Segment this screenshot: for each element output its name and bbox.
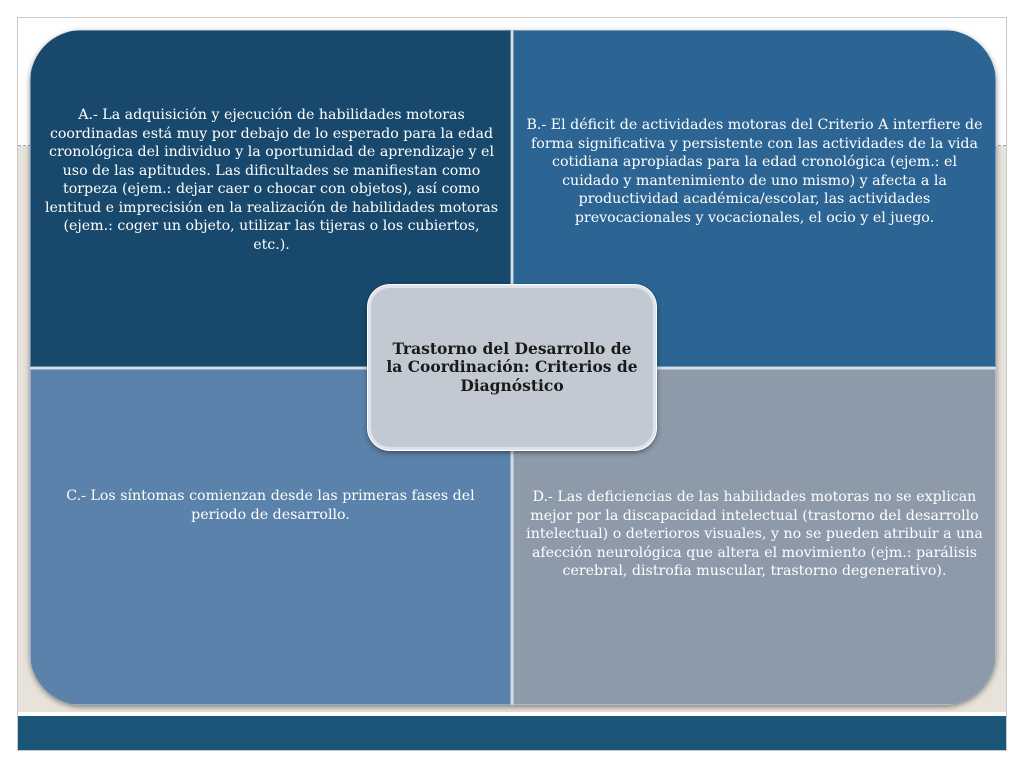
criterion-c-text: C.- Los síntomas comienzan desde las primeras fases del periodo de desarrollo. [66, 488, 475, 523]
center-title-box [368, 285, 656, 450]
criterion-b-text: B.- El déficit de actividades motoras del Criterio A interfiere de forma significativa y persistente con las actividades de la vida cotidiana apropiadas para la edad cronológica (ejem.: el cuidado y mantenimiento de uno mismo) y afecta a la productividad académica/escolar, las actividades prevocacionales y vocacionales, el ocio y el juego. [526, 117, 983, 226]
center-title: Trastorno del Desarrollo de la Coordinación: Criterios de Diagnóstico [386, 338, 638, 395]
criterion-d-text: D.- Las deficiencias de las habilidades motoras no se explican mejor por la discapacidad intelectual (trastorno del desarrollo intelectual) o deterioros visuales, y no se pueden atribuir a una afección neurológica que altera el movimiento (ejm.: parálisis cerebral, distrofia muscular, trastorno degenerativo). [526, 489, 983, 579]
criterion-a-text: A.- La adquisición y ejecución de habilidades motoras coordinadas está muy por debajo de lo esperado para la edad cronológica del individuo y la oportunidad de aprendizaje y el uso de las aptitudes. Las dificultades se manifiestan como torpeza (ejem.: dejar caer o chocar con objetos), así como lentitud e imprecisión en la realización de habilidades motoras (ejem.: coger un objeto, utilizar las tijeras o los cubiertos, etc.). [44, 107, 499, 253]
footer-bar [18, 716, 1006, 750]
